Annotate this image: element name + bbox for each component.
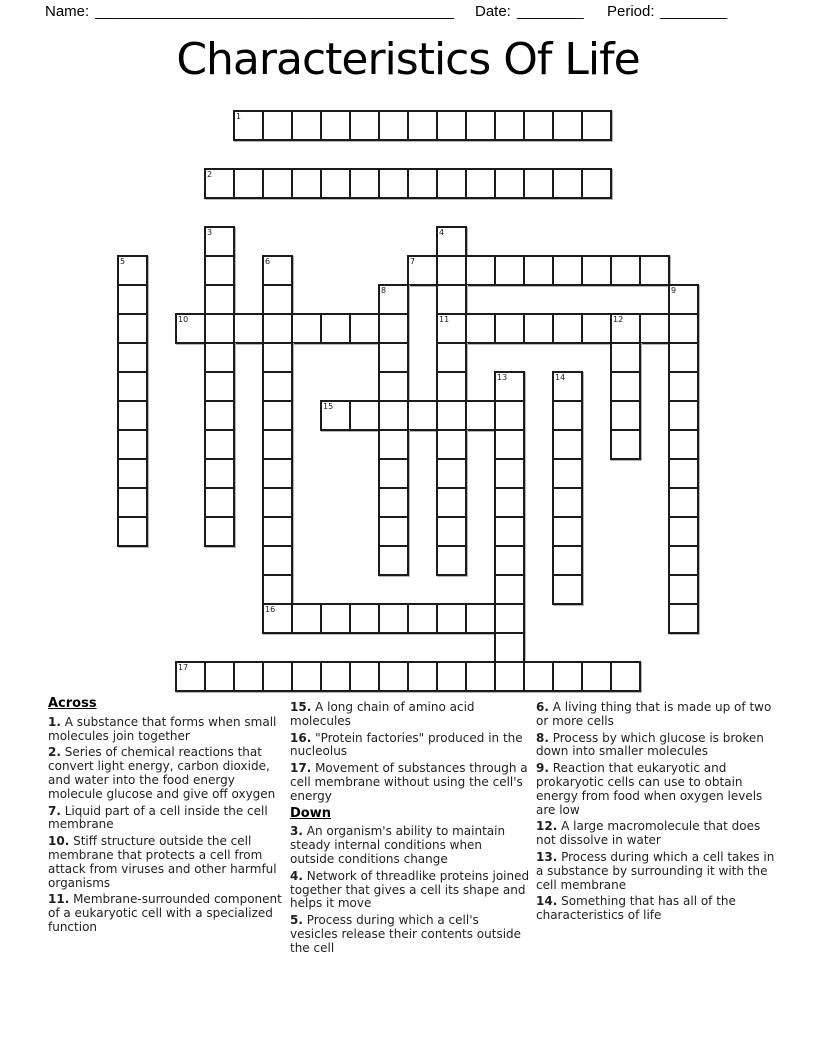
crossword-cell[interactable] [494, 574, 525, 605]
crossword-cell[interactable] [465, 110, 496, 141]
crossword-cell[interactable] [668, 487, 699, 518]
crossword-cell[interactable] [204, 313, 235, 344]
crossword-cell[interactable] [610, 400, 641, 431]
crossword-cell[interactable] [436, 487, 467, 518]
crossword-cell[interactable] [610, 342, 641, 373]
name-label: Name: [45, 3, 90, 20]
crossword-cell[interactable] [436, 168, 467, 199]
clue-number: 1 [236, 112, 242, 121]
clue-number: 12 [613, 315, 624, 324]
crossword-cell[interactable] [262, 516, 293, 547]
crossword-cell[interactable] [204, 342, 235, 373]
across-header: Across [48, 696, 97, 711]
crossword-cell[interactable] [262, 487, 293, 518]
crossword-cell[interactable] [552, 574, 583, 605]
clue-number: 14 [555, 373, 566, 382]
crossword-cell[interactable] [494, 487, 525, 518]
clue-number: 15 [323, 402, 334, 411]
crossword-cell[interactable] [523, 313, 554, 344]
crossword-cell[interactable] [204, 168, 235, 199]
date-blank-line: ________ [516, 3, 584, 20]
crossword-cell[interactable] [204, 400, 235, 431]
crossword-cell[interactable] [494, 429, 525, 460]
crossword-cell[interactable] [523, 168, 554, 199]
clue-number: 5 [120, 257, 126, 266]
crossword-cell[interactable] [494, 313, 525, 344]
crossword-cell[interactable] [436, 603, 467, 634]
crossword-cell[interactable] [494, 255, 525, 286]
crossword-cell[interactable] [436, 661, 467, 692]
clue-14: 14. Something that has all of the characteristics of life [536, 894, 736, 923]
crossword-cell[interactable] [378, 603, 409, 634]
clue-2: 2. Series of chemical reactions that convert light energy, carbon dioxide, and water into the food energy molecule glucose and give off oxygen [48, 745, 276, 801]
crossword-cell[interactable] [552, 516, 583, 547]
crossword-cell[interactable] [378, 487, 409, 518]
date-label: Date: [475, 3, 511, 20]
crossword-cell[interactable] [523, 110, 554, 141]
crossword-cell[interactable] [320, 110, 351, 141]
crossword-cell[interactable] [175, 661, 206, 692]
crossword-cell[interactable] [668, 313, 699, 344]
crossword-cell[interactable] [494, 545, 525, 576]
crossword-cell[interactable] [320, 603, 351, 634]
crossword-cell[interactable] [436, 110, 467, 141]
clue-15: 15. A long chain of amino acid molecules [290, 700, 475, 728]
crossword-cell[interactable] [581, 661, 612, 692]
crossword-cell[interactable] [436, 545, 467, 576]
crossword-cell[interactable] [407, 400, 438, 431]
crossword-cell[interactable] [117, 458, 148, 489]
period-blank-line: ________ [660, 3, 728, 20]
clue-number: 13 [497, 373, 508, 382]
crossword-cell[interactable] [378, 429, 409, 460]
crossword-cell[interactable] [581, 110, 612, 141]
clue-6: 6. A living thing that is made up of two or more cells [536, 700, 772, 728]
crossword-cell[interactable] [349, 400, 380, 431]
crossword-cell[interactable] [117, 313, 148, 344]
crossword-cell[interactable] [378, 400, 409, 431]
clues-column-right [536, 701, 776, 926]
clue-number: 9 [671, 286, 677, 295]
crossword-cell[interactable] [349, 110, 380, 141]
clue-number: 7 [410, 257, 416, 266]
crossword-cell[interactable] [204, 255, 235, 286]
clue-5: 5. Process during which a cell's vesicles release their contents outside the cell [290, 913, 522, 955]
crossword-cell[interactable] [117, 516, 148, 547]
crossword-cell[interactable] [552, 371, 583, 402]
crossword-cell[interactable] [610, 429, 641, 460]
crossword-cell[interactable] [262, 545, 293, 576]
clue-1: 1. A substance that forms when small molecules join together [48, 714, 277, 743]
crossword-cell[interactable] [262, 458, 293, 489]
crossword-cell[interactable] [668, 458, 699, 489]
crossword-cell[interactable] [552, 429, 583, 460]
crossword-cell[interactable] [262, 110, 293, 141]
crossword-cell[interactable] [204, 284, 235, 315]
clue-17: 17. Movement of substances through a cell membrane without using the cell's energy [290, 761, 528, 803]
clue-number: 2 [207, 170, 213, 179]
crossword-cell[interactable] [494, 371, 525, 402]
crossword-cell[interactable] [494, 516, 525, 547]
crossword-cell[interactable] [668, 371, 699, 402]
crossword-cell[interactable] [117, 487, 148, 518]
crossword-cell[interactable] [668, 284, 699, 315]
crossword-cell[interactable] [610, 313, 641, 344]
crossword-cell[interactable] [117, 400, 148, 431]
crossword-cell[interactable] [378, 371, 409, 402]
clues-column-left [48, 697, 288, 938]
page-title: Characteristics Of Life [176, 34, 640, 85]
crossword-cell[interactable] [291, 661, 322, 692]
crossword-cell[interactable] [668, 574, 699, 605]
crossword-cell[interactable] [552, 110, 583, 141]
crossword-cell[interactable] [610, 255, 641, 286]
crossword-cell[interactable] [291, 110, 322, 141]
clue-8: 8. Process by which glucose is broken down into smaller molecules [536, 730, 764, 759]
crossword-cell[interactable] [610, 371, 641, 402]
clue-number: 17 [178, 663, 189, 672]
crossword-cell[interactable] [262, 313, 293, 344]
crossword-cell[interactable] [378, 313, 409, 344]
crossword-cell[interactable] [465, 168, 496, 199]
crossword-cell[interactable] [436, 516, 467, 547]
crossword-cell[interactable] [262, 168, 293, 199]
crossword-cell[interactable] [552, 661, 583, 692]
crossword-cell[interactable] [378, 516, 409, 547]
clue-number: 6 [265, 257, 271, 266]
crossword-cell[interactable] [552, 487, 583, 518]
crossword-cell[interactable] [291, 603, 322, 634]
down-header: Down [290, 805, 331, 821]
crossword-cell[interactable] [494, 458, 525, 489]
crossword-cell[interactable] [436, 313, 467, 344]
crossword-cell[interactable] [349, 661, 380, 692]
crossword-cell[interactable] [233, 313, 264, 344]
crossword-cell[interactable] [581, 168, 612, 199]
crossword-cell[interactable] [407, 603, 438, 634]
crossword-cell[interactable] [262, 371, 293, 402]
crossword-cell[interactable] [436, 429, 467, 460]
crossword-cell[interactable] [117, 429, 148, 460]
clue-number: 11 [439, 315, 450, 324]
crossword-cell[interactable] [320, 313, 351, 344]
crossword-cell[interactable] [523, 255, 554, 286]
crossword-cell[interactable] [494, 603, 525, 634]
crossword-cell[interactable] [668, 545, 699, 576]
crossword-cell[interactable] [436, 342, 467, 373]
crossword-cell[interactable] [465, 313, 496, 344]
crossword-cell[interactable] [204, 516, 235, 547]
crossword-cell[interactable] [668, 516, 699, 547]
crossword-cell[interactable] [349, 313, 380, 344]
crossword-cell[interactable] [639, 255, 670, 286]
clue-11: 11. Membrane-surrounded component of a eukaryotic cell with a specialized function [48, 892, 282, 934]
crossword-cell[interactable] [233, 168, 264, 199]
clue-10: 10. Stiff structure outside the cell membrane that protects a cell from attack from viruses and other harmful organisms [48, 834, 277, 890]
crossword-cell[interactable] [436, 400, 467, 431]
clues-column-middle [290, 701, 530, 959]
crossword-cell[interactable] [320, 400, 351, 431]
crossword-cell[interactable] [465, 255, 496, 286]
crossword-cell[interactable] [378, 168, 409, 199]
crossword-cell[interactable] [204, 487, 235, 518]
crossword-cell[interactable] [552, 255, 583, 286]
crossword-cell[interactable] [668, 400, 699, 431]
crossword-cell[interactable] [349, 603, 380, 634]
crossword-cell[interactable] [378, 284, 409, 315]
clue-number: 3 [207, 228, 213, 237]
crossword-cell[interactable] [668, 603, 699, 634]
crossword-cell[interactable] [494, 110, 525, 141]
crossword-cell[interactable] [552, 545, 583, 576]
crossword-cell[interactable] [378, 545, 409, 576]
crossword-cell[interactable] [262, 400, 293, 431]
crossword-cell[interactable] [117, 255, 148, 286]
crossword-cell[interactable] [262, 342, 293, 373]
crossword-cell[interactable] [378, 342, 409, 373]
crossword-cell[interactable] [204, 458, 235, 489]
crossword-cell[interactable] [117, 371, 148, 402]
crossword-cell[interactable] [262, 603, 293, 634]
crossword-cell[interactable] [233, 661, 264, 692]
clue-12: 12. A large macromolecule that does not dissolve in water [536, 819, 761, 848]
crossword-cell[interactable] [320, 661, 351, 692]
crossword-cell[interactable] [262, 429, 293, 460]
crossword-cell[interactable] [175, 313, 206, 344]
crossword-cell[interactable] [610, 661, 641, 692]
clue-7: 7. Liquid part of a cell inside the cell membrane [48, 803, 268, 832]
crossword-cell[interactable] [407, 255, 438, 286]
crossword-cell[interactable] [552, 168, 583, 199]
crossword-cell[interactable] [407, 661, 438, 692]
name-blank-line: ___________________________________________ [95, 3, 454, 20]
crossword-cell[interactable] [204, 429, 235, 460]
crossword-cell[interactable] [291, 313, 322, 344]
crossword-cell[interactable] [523, 661, 554, 692]
crossword-cell[interactable] [436, 255, 467, 286]
crossword-cell[interactable] [494, 661, 525, 692]
crossword-cell[interactable] [668, 429, 699, 460]
clue-13: 13. Process during which a cell takes in a substance by surrounding it with the cell membrane [536, 849, 775, 892]
crossword-cell[interactable] [465, 603, 496, 634]
clue-9: 9. Reaction that eukaryotic and prokaryotic cells can use to obtain energy from food when oxygen levels are low [536, 761, 763, 817]
clue-number: 8 [381, 286, 387, 295]
crossword-cell[interactable] [494, 632, 525, 663]
crossword-cell[interactable] [204, 661, 235, 692]
crossword-cell[interactable] [639, 313, 670, 344]
crossword-cell[interactable] [233, 110, 264, 141]
crossword-cell[interactable] [204, 226, 235, 257]
crossword-cell[interactable] [436, 284, 467, 315]
crossword-cell[interactable] [465, 400, 496, 431]
crossword-cell[interactable] [581, 313, 612, 344]
crossword-cell[interactable] [581, 255, 612, 286]
clue-number: 16 [265, 605, 276, 614]
crossword-cell[interactable] [552, 400, 583, 431]
crossword-cell[interactable] [436, 458, 467, 489]
crossword-cell[interactable] [378, 661, 409, 692]
clue-number: 4 [439, 228, 445, 237]
crossword-cell[interactable] [262, 574, 293, 605]
period-label: Period: [607, 3, 655, 20]
clue-number: 10 [178, 315, 189, 324]
crossword-cell[interactable] [262, 255, 293, 286]
crossword-cell[interactable] [494, 400, 525, 431]
crossword-cell[interactable] [465, 661, 496, 692]
crossword-cell[interactable] [117, 342, 148, 373]
crossword-cell[interactable] [378, 458, 409, 489]
crossword-cell[interactable] [407, 168, 438, 199]
crossword-cell[interactable] [436, 226, 467, 257]
crossword-cell[interactable] [494, 168, 525, 199]
clue-16: 16. "Protein factories" produced in the nucleolus [290, 730, 523, 759]
crossword-cell[interactable] [320, 168, 351, 199]
crossword-cell[interactable] [378, 110, 409, 141]
crossword-cell[interactable] [668, 342, 699, 373]
crossword-cell[interactable] [262, 284, 293, 315]
crossword-cell[interactable] [262, 661, 293, 692]
clue-3: 3. An organism's ability to maintain steady internal conditions when outside conditions change [290, 824, 506, 866]
crossword-cell[interactable] [407, 110, 438, 141]
crossword-cell[interactable] [349, 168, 380, 199]
crossword-cell[interactable] [204, 371, 235, 402]
crossword-cell[interactable] [552, 313, 583, 344]
clue-4: 4. Network of threadlike proteins joined together that gives a cell its shape and helps it move [290, 868, 530, 911]
crossword-cell[interactable] [291, 168, 322, 199]
crossword-cell[interactable] [117, 284, 148, 315]
crossword-cell[interactable] [552, 458, 583, 489]
crossword-cell[interactable] [436, 371, 467, 402]
